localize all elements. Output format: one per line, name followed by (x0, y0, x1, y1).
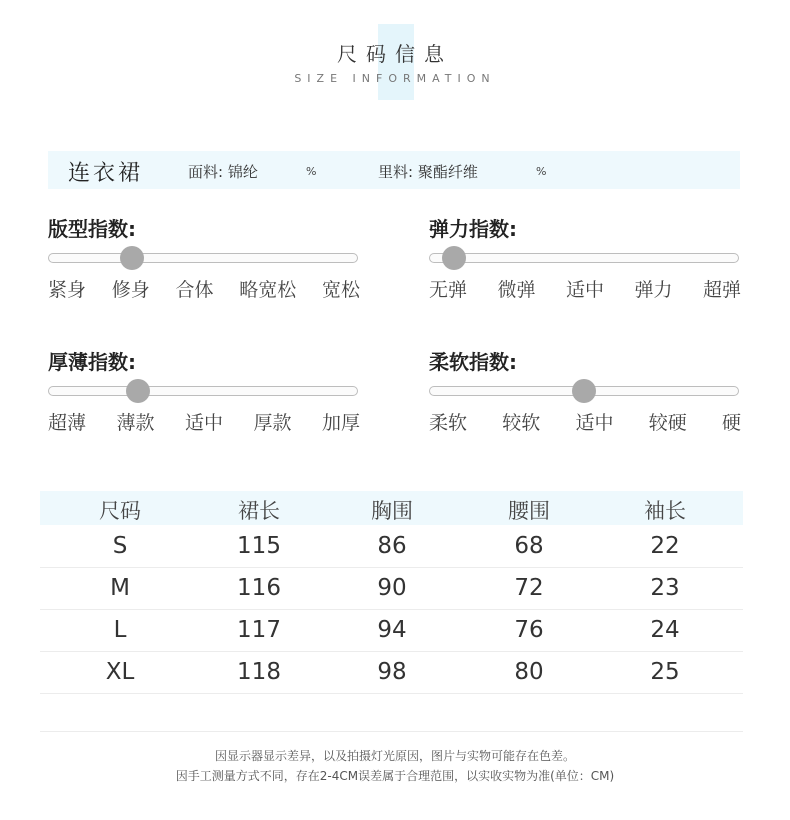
table-row (40, 525, 743, 568)
elasticity-index-track (429, 253, 739, 263)
table-row (40, 609, 743, 652)
table-cell: L (113, 617, 127, 643)
index-label: 弹力 (634, 279, 673, 301)
fit-index-track (48, 253, 358, 263)
lining-percent: % (536, 165, 547, 178)
table-cell: 68 (514, 533, 544, 559)
size-table-header (40, 491, 743, 525)
index-label: 厚款 (253, 412, 292, 434)
fabric-value: 锦纶 (227, 163, 258, 181)
fit-index-title: 版型指数: (48, 217, 136, 241)
index-label: 薄款 (116, 412, 155, 434)
elasticity-index-title: 弹力指数: (429, 217, 517, 241)
fit-index-knob (120, 246, 144, 270)
table-cell: 23 (650, 575, 680, 601)
elasticity-index-labels (429, 275, 741, 302)
product-name: 连衣裙 (68, 161, 144, 186)
table-cell: M (110, 575, 130, 601)
table-cell: 24 (650, 617, 680, 643)
softness-index-labels (429, 408, 741, 435)
fabric-label: 面料: (188, 163, 224, 181)
thickness-index-knob (126, 379, 150, 403)
lining-info (378, 161, 478, 182)
table-row (40, 651, 743, 694)
index-label: 宽松 (321, 279, 360, 301)
index-label: 适中 (575, 412, 614, 434)
thickness-index-track (48, 386, 358, 396)
index-label: 略宽松 (239, 279, 297, 301)
index-label: 修身 (111, 279, 150, 301)
page-subtitle: SIZE INFORMATION (294, 72, 496, 85)
index-label: 硬 (721, 412, 741, 434)
thickness-index-labels (48, 408, 360, 435)
index-label: 较硬 (648, 412, 687, 434)
table-cell: XL (105, 659, 135, 685)
fit-index-labels (48, 275, 360, 302)
column-header: 腰围 (508, 499, 550, 523)
softness-index-title: 柔软指数: (429, 350, 517, 374)
index-label: 适中 (565, 279, 604, 301)
index-label: 超弹 (702, 279, 741, 301)
table-cell: 80 (514, 659, 544, 685)
table-cell: S (112, 533, 128, 559)
index-label: 无弹 (429, 279, 468, 301)
softness-index-knob (572, 379, 596, 403)
table-cell: 25 (650, 659, 680, 685)
column-header: 尺码 (99, 499, 141, 523)
index-label: 微弹 (497, 279, 536, 301)
product-info-bar (48, 151, 740, 189)
index-label: 合体 (175, 279, 214, 301)
table-row (40, 567, 743, 610)
table-cell: 76 (514, 617, 544, 643)
index-label: 加厚 (321, 412, 360, 434)
column-header: 袖长 (644, 499, 686, 523)
index-label: 超薄 (48, 412, 87, 434)
fabric-info (188, 161, 258, 182)
table-cell: 22 (650, 533, 680, 559)
fabric-percent: % (306, 165, 317, 178)
index-label: 紧身 (48, 279, 87, 301)
index-label: 适中 (184, 412, 223, 434)
elasticity-index-knob (442, 246, 466, 270)
column-header: 裙长 (238, 499, 280, 523)
lining-label: 里料: (378, 163, 414, 181)
lining-value: 聚酯纤维 (417, 163, 478, 181)
table-divider (40, 731, 743, 732)
table-cell: 118 (237, 659, 281, 685)
index-label: 柔软 (429, 412, 468, 434)
disclaimer-measure: 因手工测量方式不同，存在2-4CM误差属于合理范围，以实收实物为准(单位：CM) (175, 769, 615, 783)
thickness-index-title: 厚薄指数: (48, 350, 136, 374)
column-header: 胸围 (371, 499, 413, 523)
page-title: 尺码信息 (337, 42, 453, 66)
table-cell: 98 (377, 659, 407, 685)
table-cell: 86 (377, 533, 407, 559)
disclaimer-color: 因显示器显示差异，以及拍摄灯光原因，图片与实物可能存在色差。 (214, 749, 575, 763)
table-cell: 115 (237, 533, 281, 559)
table-cell: 94 (377, 617, 407, 643)
table-cell: 116 (237, 575, 281, 601)
table-cell: 117 (237, 617, 281, 643)
table-cell: 90 (377, 575, 407, 601)
table-cell: 72 (514, 575, 544, 601)
index-label: 较软 (502, 412, 541, 434)
